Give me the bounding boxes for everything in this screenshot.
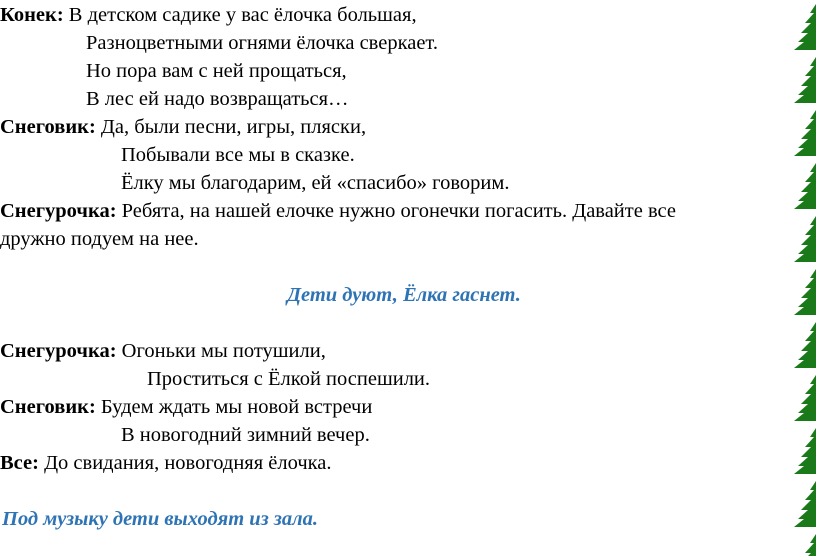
speaker-name: Снегурочка: (0, 200, 117, 222)
script-line (121, 422, 370, 449)
fir-tree-icon (792, 57, 816, 103)
fir-tree-icon (792, 4, 816, 50)
fir-tree-icon (792, 481, 816, 527)
fir-tree-icon (792, 375, 816, 421)
script-line (0, 114, 366, 141)
fir-tree-icon (792, 110, 816, 156)
line-text: Разноцветными огнями ёлочка сверкает. (86, 32, 438, 54)
script-line (86, 30, 438, 57)
speaker-name: Снегурочка: (0, 340, 117, 362)
fir-tree-icon (792, 428, 816, 474)
script-line (121, 142, 355, 169)
line-text: Проститься с Ёлкой поспешили. (147, 368, 431, 390)
stage-direction: Дети дуют, Ёлка гаснет. (287, 284, 521, 306)
fir-tree-icon (792, 216, 816, 262)
line-text: Огоньки мы потушили, (116, 340, 326, 362)
speaker-name: Снеговик: (0, 396, 96, 418)
line-text: В лес ей надо возвращаться… (86, 88, 349, 110)
script-line (86, 58, 347, 85)
stage-direction: Под музыку дети выходят из зала. (2, 508, 318, 530)
script-line (0, 198, 676, 225)
speaker-name: Все: (0, 452, 39, 474)
script-line (0, 394, 372, 421)
script-line (147, 366, 430, 393)
script-line (86, 86, 349, 113)
script-line (121, 170, 509, 197)
fir-tree-border (790, 0, 816, 556)
script-line (0, 450, 332, 477)
speaker-name: Конек: (0, 4, 64, 26)
fir-tree-icon (792, 163, 816, 209)
line-text: Ребята, на нашей елочке нужно огонечки погасить. Давайте все (116, 200, 676, 222)
line-text: В детском садике у вас ёлочка большая, (63, 4, 417, 26)
line-text: Но пора вам с ней прощаться, (86, 60, 347, 82)
speaker-name: Снеговик: (0, 116, 96, 138)
fir-tree-icon (792, 534, 816, 556)
script-line (0, 226, 199, 253)
line-text: дружно подуем на нее. (0, 228, 199, 250)
line-text: Будем ждать мы новой встречи (95, 396, 373, 418)
line-text: В новогодний зимний вечер. (121, 424, 370, 446)
line-text: Ёлку мы благодарим, ей «спасибо» говорим. (121, 172, 510, 194)
script-line (0, 338, 326, 365)
line-text: Побывали все мы в сказке. (121, 144, 355, 166)
line-text: До свидания, новогодняя ёлочка. (38, 452, 332, 474)
line-text: Да, были песни, игры, пляски, (95, 116, 367, 138)
script-line (0, 2, 417, 29)
fir-tree-icon (792, 269, 816, 315)
fir-tree-icon (792, 322, 816, 368)
